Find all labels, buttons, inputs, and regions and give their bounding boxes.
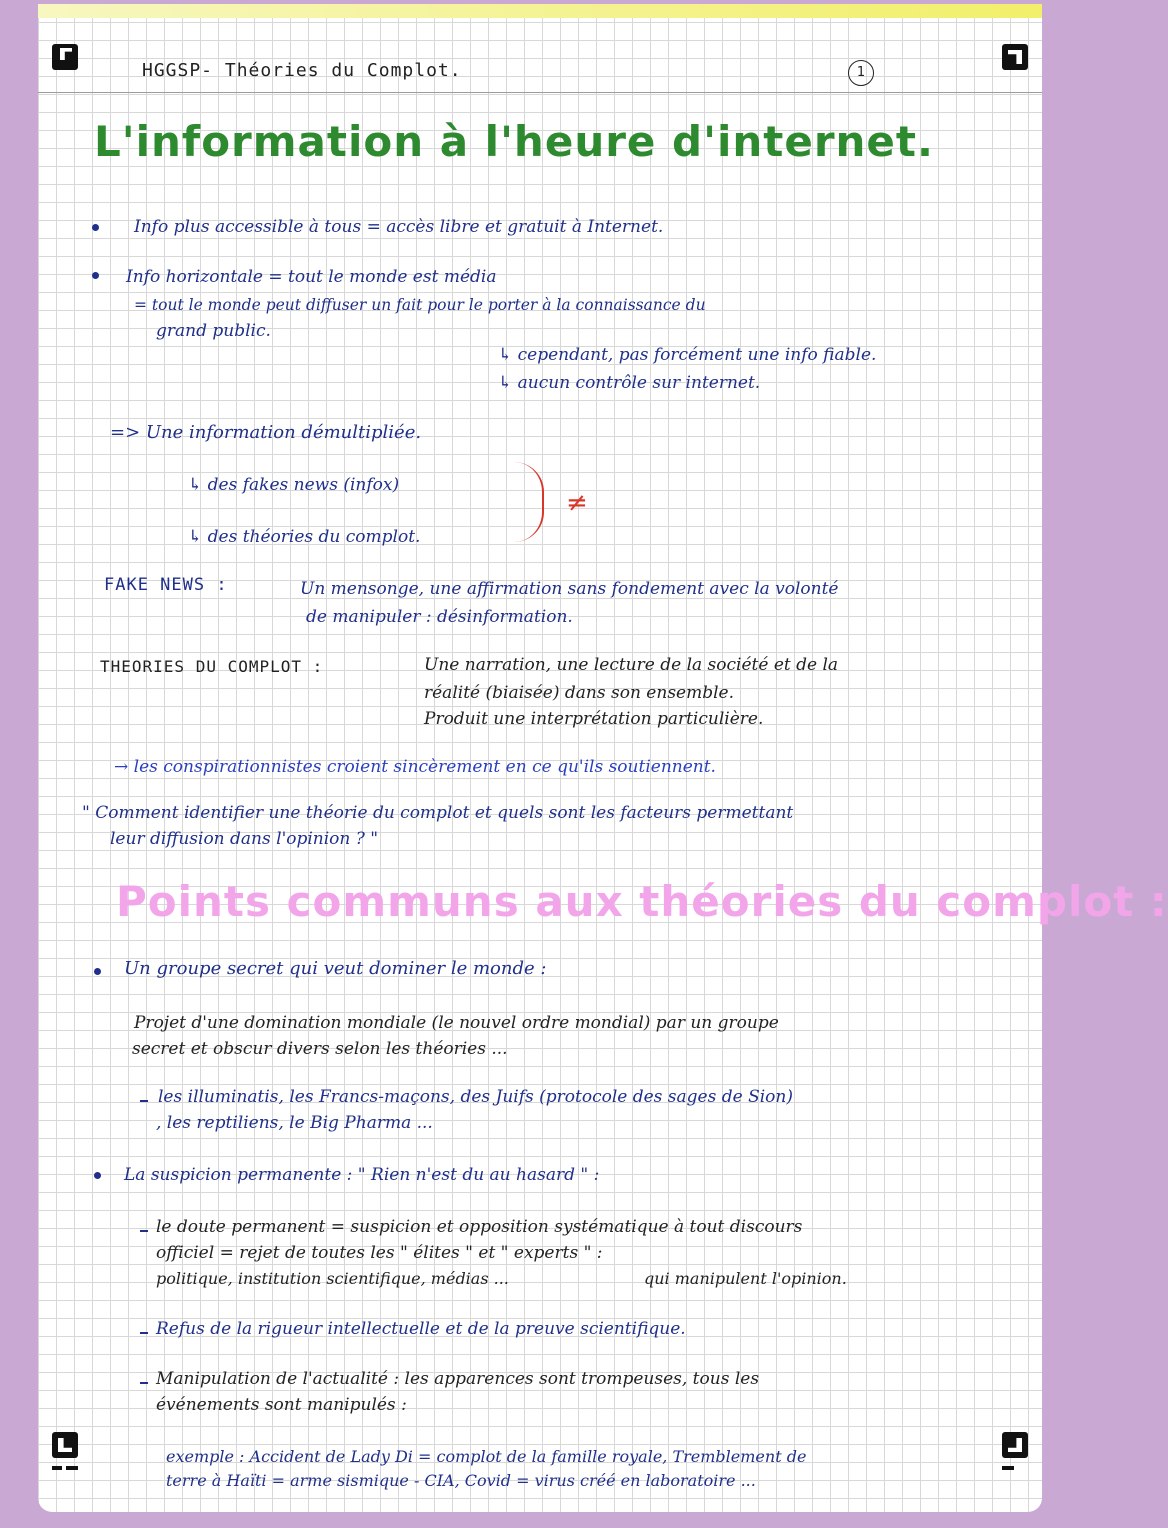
bullet-icon — [92, 224, 99, 231]
scan-dots — [1002, 1466, 1028, 1470]
dash-icon — [140, 1332, 148, 1334]
secret-group-line-2: secret et obscur divers selon les théories ... — [132, 1039, 508, 1059]
theories-definition-1: Une narration, une lecture de la société et de la — [424, 655, 839, 675]
secret-group-line-1: Projet d'une domination mondiale (le nouvel ordre mondial) par un groupe — [134, 1013, 779, 1033]
secret-group-bullet: Un groupe secret qui veut dominer le monde : — [124, 958, 547, 979]
suspicion-bullet: La suspicion permanente : " Rien n'est du au hasard " : — [124, 1165, 600, 1185]
scan-marker-icon — [52, 44, 78, 70]
header-rule — [38, 92, 1042, 93]
doubt-line-3: politique, institution scientifique, médias ... — [156, 1269, 509, 1288]
fake-news-term: FAKE NEWS : — [104, 575, 228, 595]
dash-icon — [140, 1100, 148, 1102]
manipulation-line-2: événements sont manipulés : — [156, 1395, 407, 1415]
page-title: L'information à l'heure d'internet. — [94, 117, 934, 166]
doubt-line-3b: qui manipulent l'opinion. — [644, 1269, 847, 1288]
intro-bullet-2-line-2: = tout le monde peut diffuser un fait pour le porter à la connaissance du — [134, 296, 706, 314]
multiplied-theories: ↳ des théories du complot. — [188, 527, 421, 547]
theories-definition-3: Produit une interprétation particulière. — [424, 709, 764, 729]
multiplied-fake-news: ↳ des fakes news (infox) — [188, 475, 400, 495]
header-title: HGGSP- Théories du Complot. — [142, 60, 462, 81]
secret-group-examples-1: les illuminatis, les Francs-maçons, des Juifs (protocole des sages de Sion) — [158, 1087, 793, 1107]
bullet-icon — [94, 1172, 101, 1179]
page-number: 1 — [848, 60, 874, 86]
fake-news-definition-1: Un mensonge, une affirmation sans fondement avec la volonté — [300, 579, 839, 599]
notebook-page — [38, 4, 1168, 1512]
theories-definition-2: réalité (biaisée) dans son ensemble. — [424, 683, 735, 703]
multiplied-info: => Une information démultipliée. — [110, 422, 422, 443]
not-equal-sign: ≠ — [566, 488, 588, 518]
fake-news-definition-2: de manipuler : désinformation. — [306, 607, 573, 627]
conspirationnists-note: → les conspirationnistes croient sincèrement en ce qu'ils soutiennent. — [114, 757, 716, 777]
highlight-strip — [38, 4, 1042, 18]
problem-question-1: " Comment identifier une théorie du complot et quels sont les facteurs permettant — [82, 803, 794, 823]
scan-marker-icon — [1002, 1432, 1028, 1458]
bullet-icon — [92, 272, 99, 279]
rigor-refusal: Refus de la rigueur intellectuelle et de la preuve scientifique. — [156, 1319, 686, 1339]
brace-icon — [512, 462, 544, 542]
example-line-1: exemple : Accident de Lady Di = complot de la famille royale, Tremblement de — [166, 1447, 807, 1466]
example-line-2: terre à Haïti = arme sismique - CIA, Covid = virus créé en laboratoire ... — [166, 1471, 756, 1490]
scan-dots — [52, 1466, 78, 1470]
dash-icon — [140, 1382, 148, 1384]
intro-sub-1: ↳ cependant, pas forcément une info fiable. — [498, 345, 877, 365]
intro-sub-2: ↳ aucun contrôle sur internet. — [498, 373, 761, 393]
intro-bullet-2-line-3: grand public. — [156, 321, 271, 341]
manipulation-line-1: Manipulation de l'actualité : les apparences sont trompeuses, tous les — [156, 1369, 760, 1389]
theories-term: THEORIES DU COMPLOT : — [100, 657, 324, 676]
doubt-line-1: le doute permanent = suspicion et opposition systématique à tout discours — [156, 1217, 803, 1237]
dash-icon — [140, 1230, 148, 1232]
scan-marker-icon — [52, 1432, 78, 1458]
intro-bullet-2: Info horizontale = tout le monde est média — [126, 267, 497, 287]
intro-bullet-1: Info plus accessible à tous = accès libre et gratuit à Internet. — [134, 217, 664, 237]
scan-marker-icon — [1002, 44, 1028, 70]
secret-group-examples-2: , les reptiliens, le Big Pharma ... — [156, 1113, 433, 1133]
problem-question-2: leur diffusion dans l'opinion ? " — [110, 829, 379, 849]
bullet-icon — [94, 968, 101, 975]
doubt-line-2: officiel = rejet de toutes les " élites " et " experts " : — [156, 1243, 603, 1263]
section-title: Points communs aux théories du complot : — [116, 877, 1168, 926]
